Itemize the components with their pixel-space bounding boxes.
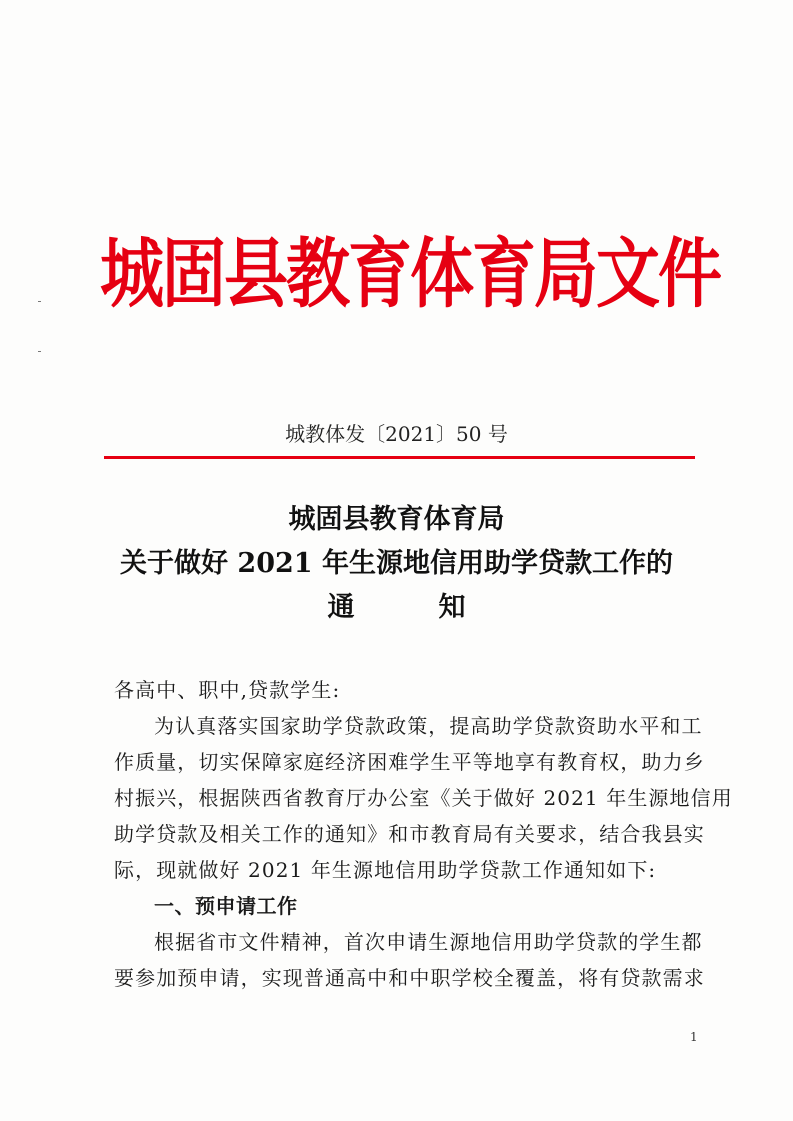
paragraph-line: 际，现就做好 2021 年生源地信用助学贷款工作通知如下: xyxy=(114,858,657,882)
title-char-tong: 通 xyxy=(327,592,355,623)
page-number: 1 xyxy=(690,1030,698,1044)
scan-speck xyxy=(38,301,41,302)
paragraph-line: 助学贷款及相关工作的通知》和市教育局有关要求，结合我县实 xyxy=(114,822,705,846)
red-divider-line xyxy=(104,456,695,459)
title-line-2: 关于做好 2021 年生源地信用助学贷款工作的 xyxy=(120,548,673,579)
masthead-title: 城固县教育体育局文件 xyxy=(100,231,720,319)
document-number: 城教体发〔2021〕50 号 xyxy=(285,422,508,446)
notice-title xyxy=(0,498,793,630)
paragraph-line: 作质量，切实保障家庭经济困难学生平等地享有教育权，助力乡 xyxy=(114,750,705,774)
title-line-3 xyxy=(0,586,793,630)
scan-speck xyxy=(38,351,41,352)
title-char-zhi: 知 xyxy=(438,592,466,623)
section-heading: 一、预申请工作 xyxy=(154,894,298,918)
paragraph-line: 要参加预申请，实现普通高中和中职学校全覆盖，将有贷款需求 xyxy=(114,966,705,990)
body-text xyxy=(114,672,733,996)
title-line-1: 城固县教育体育局 xyxy=(288,504,505,535)
paragraph-line: 村振兴，根据陕西省教育厅办公室《关于做好 2021 年生源地信用 xyxy=(114,786,733,810)
paragraph-line: 为认真落实国家助学贷款政策，提高助学贷款资助水平和工 xyxy=(154,714,703,738)
salutation: 各高中、职中,贷款学生: xyxy=(114,678,341,702)
paragraph-line: 根据省市文件精神，首次申请生源地信用助学贷款的学生都 xyxy=(154,930,703,954)
